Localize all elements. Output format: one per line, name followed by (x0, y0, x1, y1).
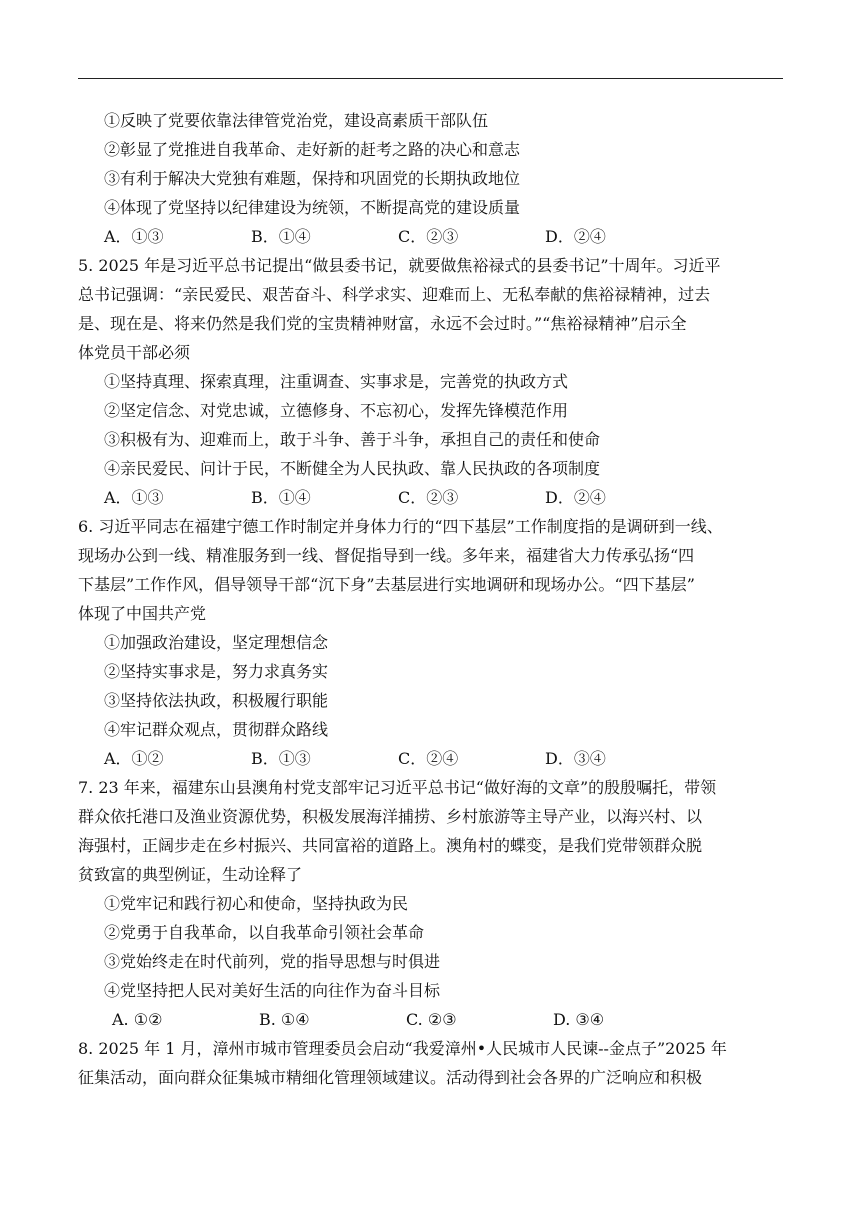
q4-item-3: ③有利于解决大党独有难题，保持和巩固党的长期执政地位 (104, 169, 521, 188)
q5-stem-line-1: 5. 2025 年是习近平总书记提出“做县委书记，就要做焦裕禄式的县委书记”十周年。习近平 (78, 256, 721, 275)
q7-item-4: ④党坚持把人民对美好生活的向往作为奋斗目标 (104, 981, 441, 1000)
q7-item-2: ②党勇于自我革命，以自我革命引领社会革命 (104, 923, 425, 942)
q4-option-d: D．②④ (545, 227, 606, 246)
q5-stem-line-3: 是、现在是、将来仍然是我们党的宝贵精神财富，永远不会过时。”“焦裕禄精神”启示全 (78, 314, 687, 333)
q7-option-b: B. ①④ (259, 1010, 310, 1029)
q7-stem-line-4: 贫致富的典型例证，生动诠释了 (78, 865, 303, 884)
q6-stem-line-1: 6. 习近平同志在福建宁德工作时制定并身体力行的“四下基层”工作制度指的是调研到一线、 (78, 517, 723, 536)
question-8 (78, 1034, 784, 1092)
question-6 (78, 512, 784, 628)
q5-items (104, 367, 784, 483)
q6-option-a: A．①② (104, 749, 164, 768)
q5-option-a: A．①③ (104, 488, 164, 507)
q6-item-1: ①加强政治建设，坚定理想信念 (104, 633, 329, 652)
q4-option-a: A．①③ (104, 227, 164, 246)
q5-options (104, 483, 784, 512)
q6-stem-line-3: 下基层”工作作风，倡导领导干部“沉下身”去基层进行实地调研和现场办公。“四下基层” (78, 575, 695, 594)
q5-item-3: ③积极有为、迎难而上，敢于斗争、善于斗争，承担自己的责任和使命 (104, 430, 601, 449)
q6-item-2: ②坚持实事求是，努力求真务实 (104, 662, 329, 681)
q4-options (104, 222, 784, 251)
question-5 (78, 251, 784, 367)
q6-items (104, 628, 784, 744)
q5-stem-line-4: 体党员干部必须 (78, 343, 191, 362)
q5-option-b: B．①④ (251, 488, 311, 507)
q7-item-1: ①党牢记和践行初心和使命，坚持执政为民 (104, 894, 409, 913)
q7-stem-line-3: 海强村，正阔步走在乡村振兴、共同富裕的道路上。澳角村的蝶变，是我们党带领群众脱 (78, 836, 703, 855)
q4-item-1: ①反映了党要依靠法律管党治党，建设高素质干部队伍 (104, 111, 489, 130)
q6-item-3: ③坚持依法执政，积极履行职能 (104, 691, 329, 710)
page-content (78, 106, 784, 1092)
q7-options (112, 1005, 784, 1034)
q7-option-a: A. ①② (112, 1010, 163, 1029)
q6-option-d: D．③④ (545, 749, 606, 768)
q7-items (104, 889, 784, 1005)
q5-item-2: ②坚定信念、对党忠诚，立德修身、不忘初心，发挥先锋模范作用 (104, 401, 569, 420)
q5-item-4: ④亲民爱民、问计于民，不断健全为人民执政、靠人民执政的各项制度 (104, 459, 601, 478)
header-rule (78, 78, 783, 79)
question-4-items (104, 106, 784, 222)
q4-option-b: B．①④ (251, 227, 311, 246)
q7-item-3: ③党始终走在时代前列，党的指导思想与时俱进 (104, 952, 441, 971)
q4-option-c: C．②③ (398, 227, 459, 246)
q7-option-c: C. ②③ (406, 1010, 457, 1029)
q5-option-d: D．②④ (545, 488, 606, 507)
q8-stem-line-2: 征集活动，面向群众征集城市精细化管理领域建议。活动得到社会各界的广泛响应和积极 (78, 1068, 703, 1087)
q4-item-2: ②彰显了党推进自我革命、走好新的赶考之路的决心和意志 (104, 140, 521, 159)
q7-option-d: D. ③④ (553, 1010, 605, 1029)
q6-item-4: ④牢记群众观点，贯彻群众路线 (104, 720, 329, 739)
q6-stem-line-4: 体现了中国共产党 (78, 604, 207, 623)
q4-item-4: ④体现了党坚持以纪律建设为统领，不断提高党的建设质量 (104, 198, 521, 217)
q5-option-c: C．②③ (398, 488, 459, 507)
q5-item-1: ①坚持真理、探索真理，注重调查、实事求是，完善党的执政方式 (104, 372, 569, 391)
q6-option-c: C．②④ (398, 749, 459, 768)
q8-stem-line-1: 8. 2025 年 1 月，漳州市城市管理委员会启动“我爱漳州•人民城市人民谏--金点子”2025 年 (78, 1039, 727, 1058)
q5-stem-line-2: 总书记强调：“亲民爱民、艰苦奋斗、科学求实、迎难而上、无私奉献的焦裕禄精神，过去 (78, 285, 711, 304)
q6-stem-line-2: 现场办公到一线、精准服务到一线、督促指导到一线。多年来，福建省大力传承弘扬“四 (78, 546, 695, 565)
q7-stem-line-1: 7. 23 年来，福建东山县澳角村党支部牢记习近平总书记“做好海的文章”的殷殷嘱托，带领 (78, 778, 717, 797)
q6-options (104, 744, 784, 773)
q6-option-b: B．①③ (251, 749, 311, 768)
question-7 (78, 773, 784, 889)
q7-stem-line-2: 群众依托港口及渔业资源优势，积极发展海洋捕捞、乡村旅游等主导产业，以海兴村、以 (78, 807, 703, 826)
